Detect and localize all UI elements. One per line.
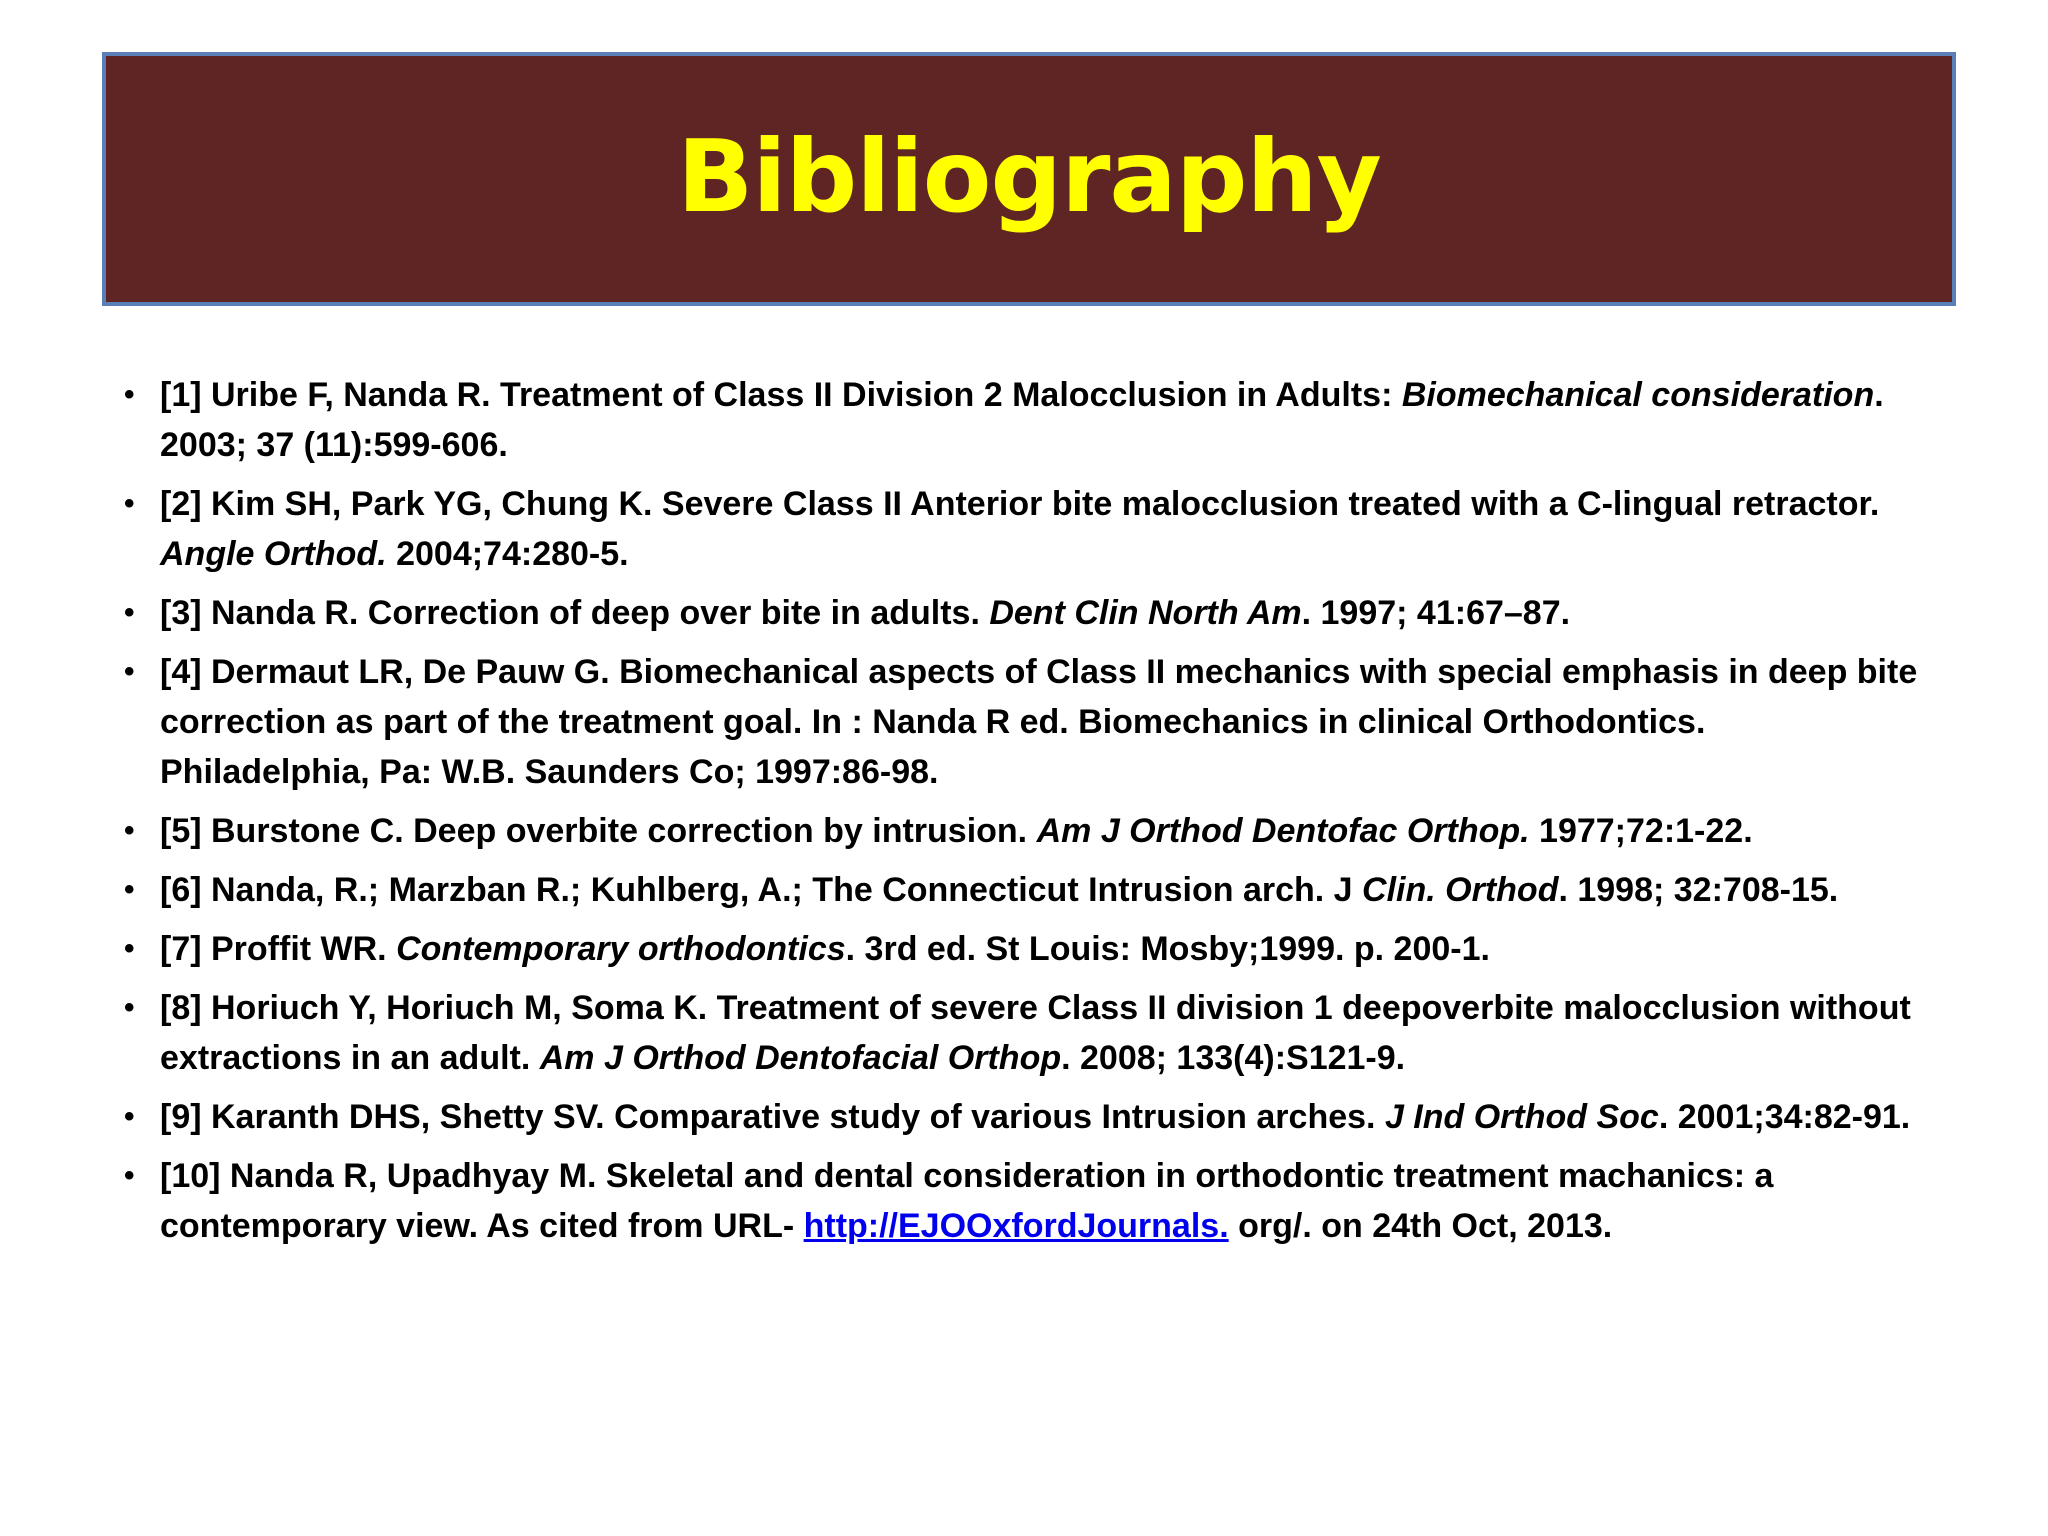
bullet-icon: • bbox=[124, 991, 135, 1024]
reference-item bbox=[118, 479, 1918, 579]
bullet-icon: • bbox=[124, 814, 135, 847]
bullet-icon: • bbox=[124, 873, 135, 906]
reference-journal: Am J Orthod Dentofacial Orthop bbox=[539, 1039, 1062, 1077]
reference-item bbox=[118, 1092, 1918, 1142]
reference-list bbox=[118, 370, 1918, 1260]
reference-journal: Biomechanical consideration bbox=[1401, 376, 1875, 414]
reference-text: [8] Horiuch Y, Horiuch M, Soma K. Treatment of severe Class II division 1 deepoverbite malocclusion without extractions in an adult. bbox=[160, 989, 1911, 1077]
reference-item bbox=[118, 1151, 1918, 1251]
reference-journal: Contemporary orthodontics bbox=[396, 930, 846, 968]
bullet-icon: • bbox=[124, 596, 135, 629]
reference-link[interactable]: http://EJOOxfordJournals. bbox=[803, 1207, 1229, 1245]
reference-text: [6] Nanda, R.; Marzban R.; Kuhlberg, A.; The Connecticut Intrusion arch. J bbox=[160, 871, 1363, 909]
reference-text: . 2003; 37 (11):599-606. bbox=[160, 376, 1884, 464]
reference-item bbox=[118, 647, 1918, 797]
reference-journal: J Ind Orthod Soc bbox=[1384, 1098, 1659, 1136]
bullet-icon: • bbox=[124, 1159, 135, 1192]
reference-text: [5] Burstone C. Deep overbite correction by intrusion. bbox=[160, 812, 1037, 850]
reference-item bbox=[118, 370, 1918, 470]
bullet-icon: • bbox=[124, 487, 135, 520]
reference-text: [9] Karanth DHS, Shetty SV. Comparative study of various Intrusion arches. bbox=[160, 1098, 1385, 1136]
reference-text: org/. on 24th Oct, 2013. bbox=[1228, 1207, 1613, 1245]
bullet-icon: • bbox=[124, 378, 135, 411]
reference-journal: Dent Clin North Am bbox=[989, 594, 1302, 632]
reference-text: . 1998; 32:708-15. bbox=[1558, 871, 1839, 909]
bullet-icon: • bbox=[124, 1100, 135, 1133]
reference-text: . 2008; 133(4):S121-9. bbox=[1061, 1039, 1406, 1077]
reference-text: [4] Dermaut LR, De Pauw G. Biomechanical aspects of Class II mechanics with special emphasis in deep bite correction as part of the treatment goal. In : Nanda R ed. Biomechanics in clinical Orthodontics. Philadelphia, Pa: W.B. Saunders Co; 1997:86-98. bbox=[160, 653, 1918, 791]
reference-text: . 3rd ed. St Louis: Mosby;1999. p. 200-1. bbox=[845, 930, 1490, 968]
reference-text: [10] Nanda R, Upadhyay M. Skeletal and dental consideration in orthodontic treatment machanics: a contemporary view. As cited from URL- bbox=[160, 1157, 1774, 1245]
reference-journal: Am J Orthod Dentofac Orthop. bbox=[1036, 812, 1530, 850]
title-banner bbox=[102, 52, 1956, 306]
reference-text: [7] Proffit WR. bbox=[160, 930, 397, 968]
reference-item bbox=[118, 806, 1918, 856]
reference-text: [2] Kim SH, Park YG, Chung K. Severe Class II Anterior bite malocclusion treated with a C-lingual retractor. bbox=[160, 485, 1880, 523]
reference-text: . 1997; 41:67–87. bbox=[1301, 594, 1571, 632]
bullet-icon: • bbox=[124, 932, 135, 965]
bullet-icon: • bbox=[124, 655, 135, 688]
reference-journal: Angle Orthod. bbox=[160, 535, 387, 573]
reference-text: [1] Uribe F, Nanda R. Treatment of Class II Division 2 Malocclusion in Adults: bbox=[160, 376, 1402, 414]
reference-item bbox=[118, 983, 1918, 1083]
reference-item bbox=[118, 865, 1918, 915]
reference-item bbox=[118, 588, 1918, 638]
reference-item bbox=[118, 924, 1918, 974]
reference-journal: Clin. Orthod bbox=[1362, 871, 1559, 909]
reference-text: [3] Nanda R. Correction of deep over bite in adults. bbox=[160, 594, 990, 632]
reference-text: . 2001;34:82-91. bbox=[1658, 1098, 1911, 1136]
page-title: Bibliography bbox=[677, 117, 1381, 235]
reference-text: 2004;74:280-5. bbox=[386, 535, 629, 573]
reference-text: 1977;72:1-22. bbox=[1529, 812, 1753, 850]
